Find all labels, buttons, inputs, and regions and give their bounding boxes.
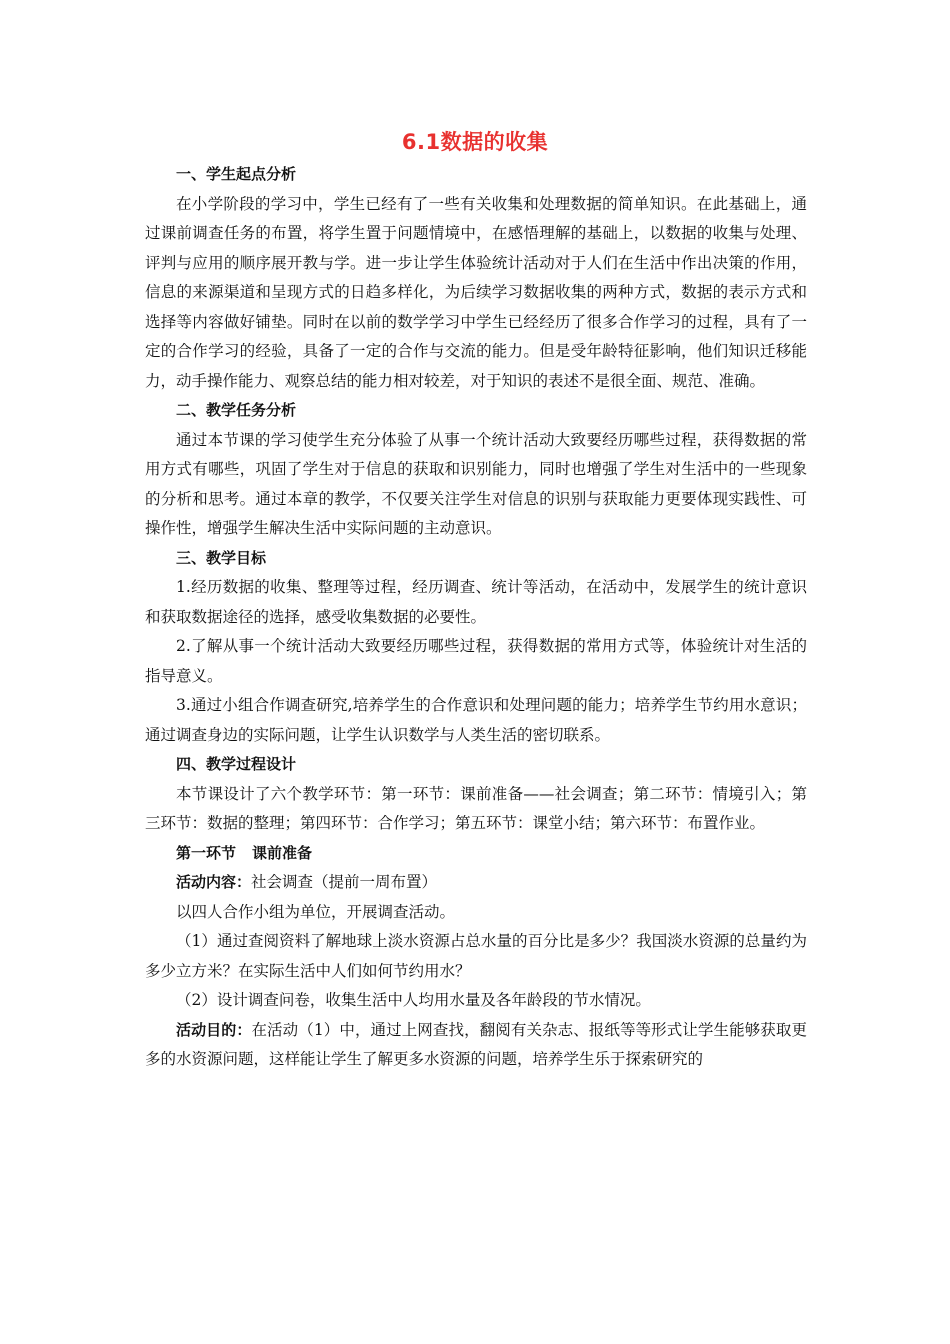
step1-heading-number: 第一环节 — [176, 843, 237, 862]
paragraph-task-analysis: 通过本节课的学习使学生充分体验了从事一个统计活动大致要经历哪些过程，获得数据的常用方式有哪些，巩固了学生对于信息的获取和识别能力，同时也增强了学生对生活中的一些现象的分析和思考。通过本章的教学，不仅要关注学生对信息的识别与获取能力更要体现实践性、可操作性，增强学生解决生活中实际问题的主动意识。 — [145, 430, 807, 537]
step1-heading — [145, 839, 807, 869]
document-body — [145, 160, 807, 1075]
step1-heading-name: 课前准备 — [252, 843, 313, 862]
paragraph-student-analysis: 在小学阶段的学习中，学生已经有了一些有关收集和处理数据的简单知识。在此基础上，通过课前调查任务的布置，将学生置于问题情境中，在感悟理解的基础上，以数据的收集与处理、评判与应用的顺序展开教与学。进一步让学生体验统计活动对于人们在生活中作出决策的作用，信息的来源渠道和呈现方式的日趋多样化，为后续学习数据收集的两种方式，数据的表示方式和选择等内容做好铺垫。同时在以前的数学学习中学生已经经历了很多合作学习的过程，具有了一定的合作学习的经验，具备了一定的合作与交流的能力。但是受年龄特征影响，他们知识迁移能力，动手操作能力、观察总结的能力相对较差，对于知识的表述不是很全面、规范、准确。 — [145, 194, 807, 390]
section-heading-process-design: 四、教学过程设计 — [176, 755, 297, 773]
survey-item-2: （2）设计调查问卷，收集生活中人均用水量及各年龄段的节水情况。 — [176, 991, 651, 1009]
survey-item-1: （1）通过查阅资料了解地球上淡水资源占总水量的百分比是多少？我国淡水资源的总量约为多少立方米？在实际生活中人们如何节约用水？ — [145, 932, 807, 980]
activity-purpose-line — [145, 1016, 807, 1075]
document-title: 6.1数据的收集 — [401, 130, 549, 154]
objective-item-3: 3.通过小组合作调查研究,培养学生的合作意识和处理问题的能力；培养学生节约用水意识；通过调查身边的实际问题，让学生认识数学与人类生活的密切联系。 — [145, 696, 807, 744]
section-heading-student-analysis: 一、学生起点分析 — [176, 165, 297, 183]
objective-item-2: 2.了解从事一个统计活动大致要经历哪些过程，获得数据的常用方式等，体验统计对生活的指导意义。 — [145, 637, 807, 685]
paragraph-process-design: 本节课设计了六个教学环节：第一环节：课前准备——社会调查；第二环节：情境引入；第三环节：数据的整理；第四环节：合作学习；第五环节：课堂小结；第六环节：布置作业。 — [145, 784, 807, 832]
section-heading-objectives: 三、教学目标 — [176, 548, 267, 567]
group-instruction: 以四人合作小组为单位，开展调查活动。 — [176, 902, 456, 921]
activity-purpose-label: 活动目的： — [176, 1020, 252, 1039]
objective-item-1: 1.经历数据的收集、整理等过程，经历调查、统计等活动，在活动中，发展学生的统计意识和获取数据途径的选择，感受收集数据的必要性。 — [145, 578, 807, 626]
activity-content-text: 社会调查（提前一周布置） — [251, 873, 438, 891]
section-heading-task-analysis: 二、教学任务分析 — [176, 401, 297, 419]
activity-content-label: 活动内容： — [176, 873, 252, 891]
activity-content-line — [145, 868, 807, 898]
activity-purpose-text: 在活动（1）中，通过上网查找，翻阅有关杂志、报纸等等形式让学生能够获取更多的水资源问题，这样能让学生了解更多水资源的问题，培养学生乐于探索研究的 — [145, 1020, 807, 1068]
